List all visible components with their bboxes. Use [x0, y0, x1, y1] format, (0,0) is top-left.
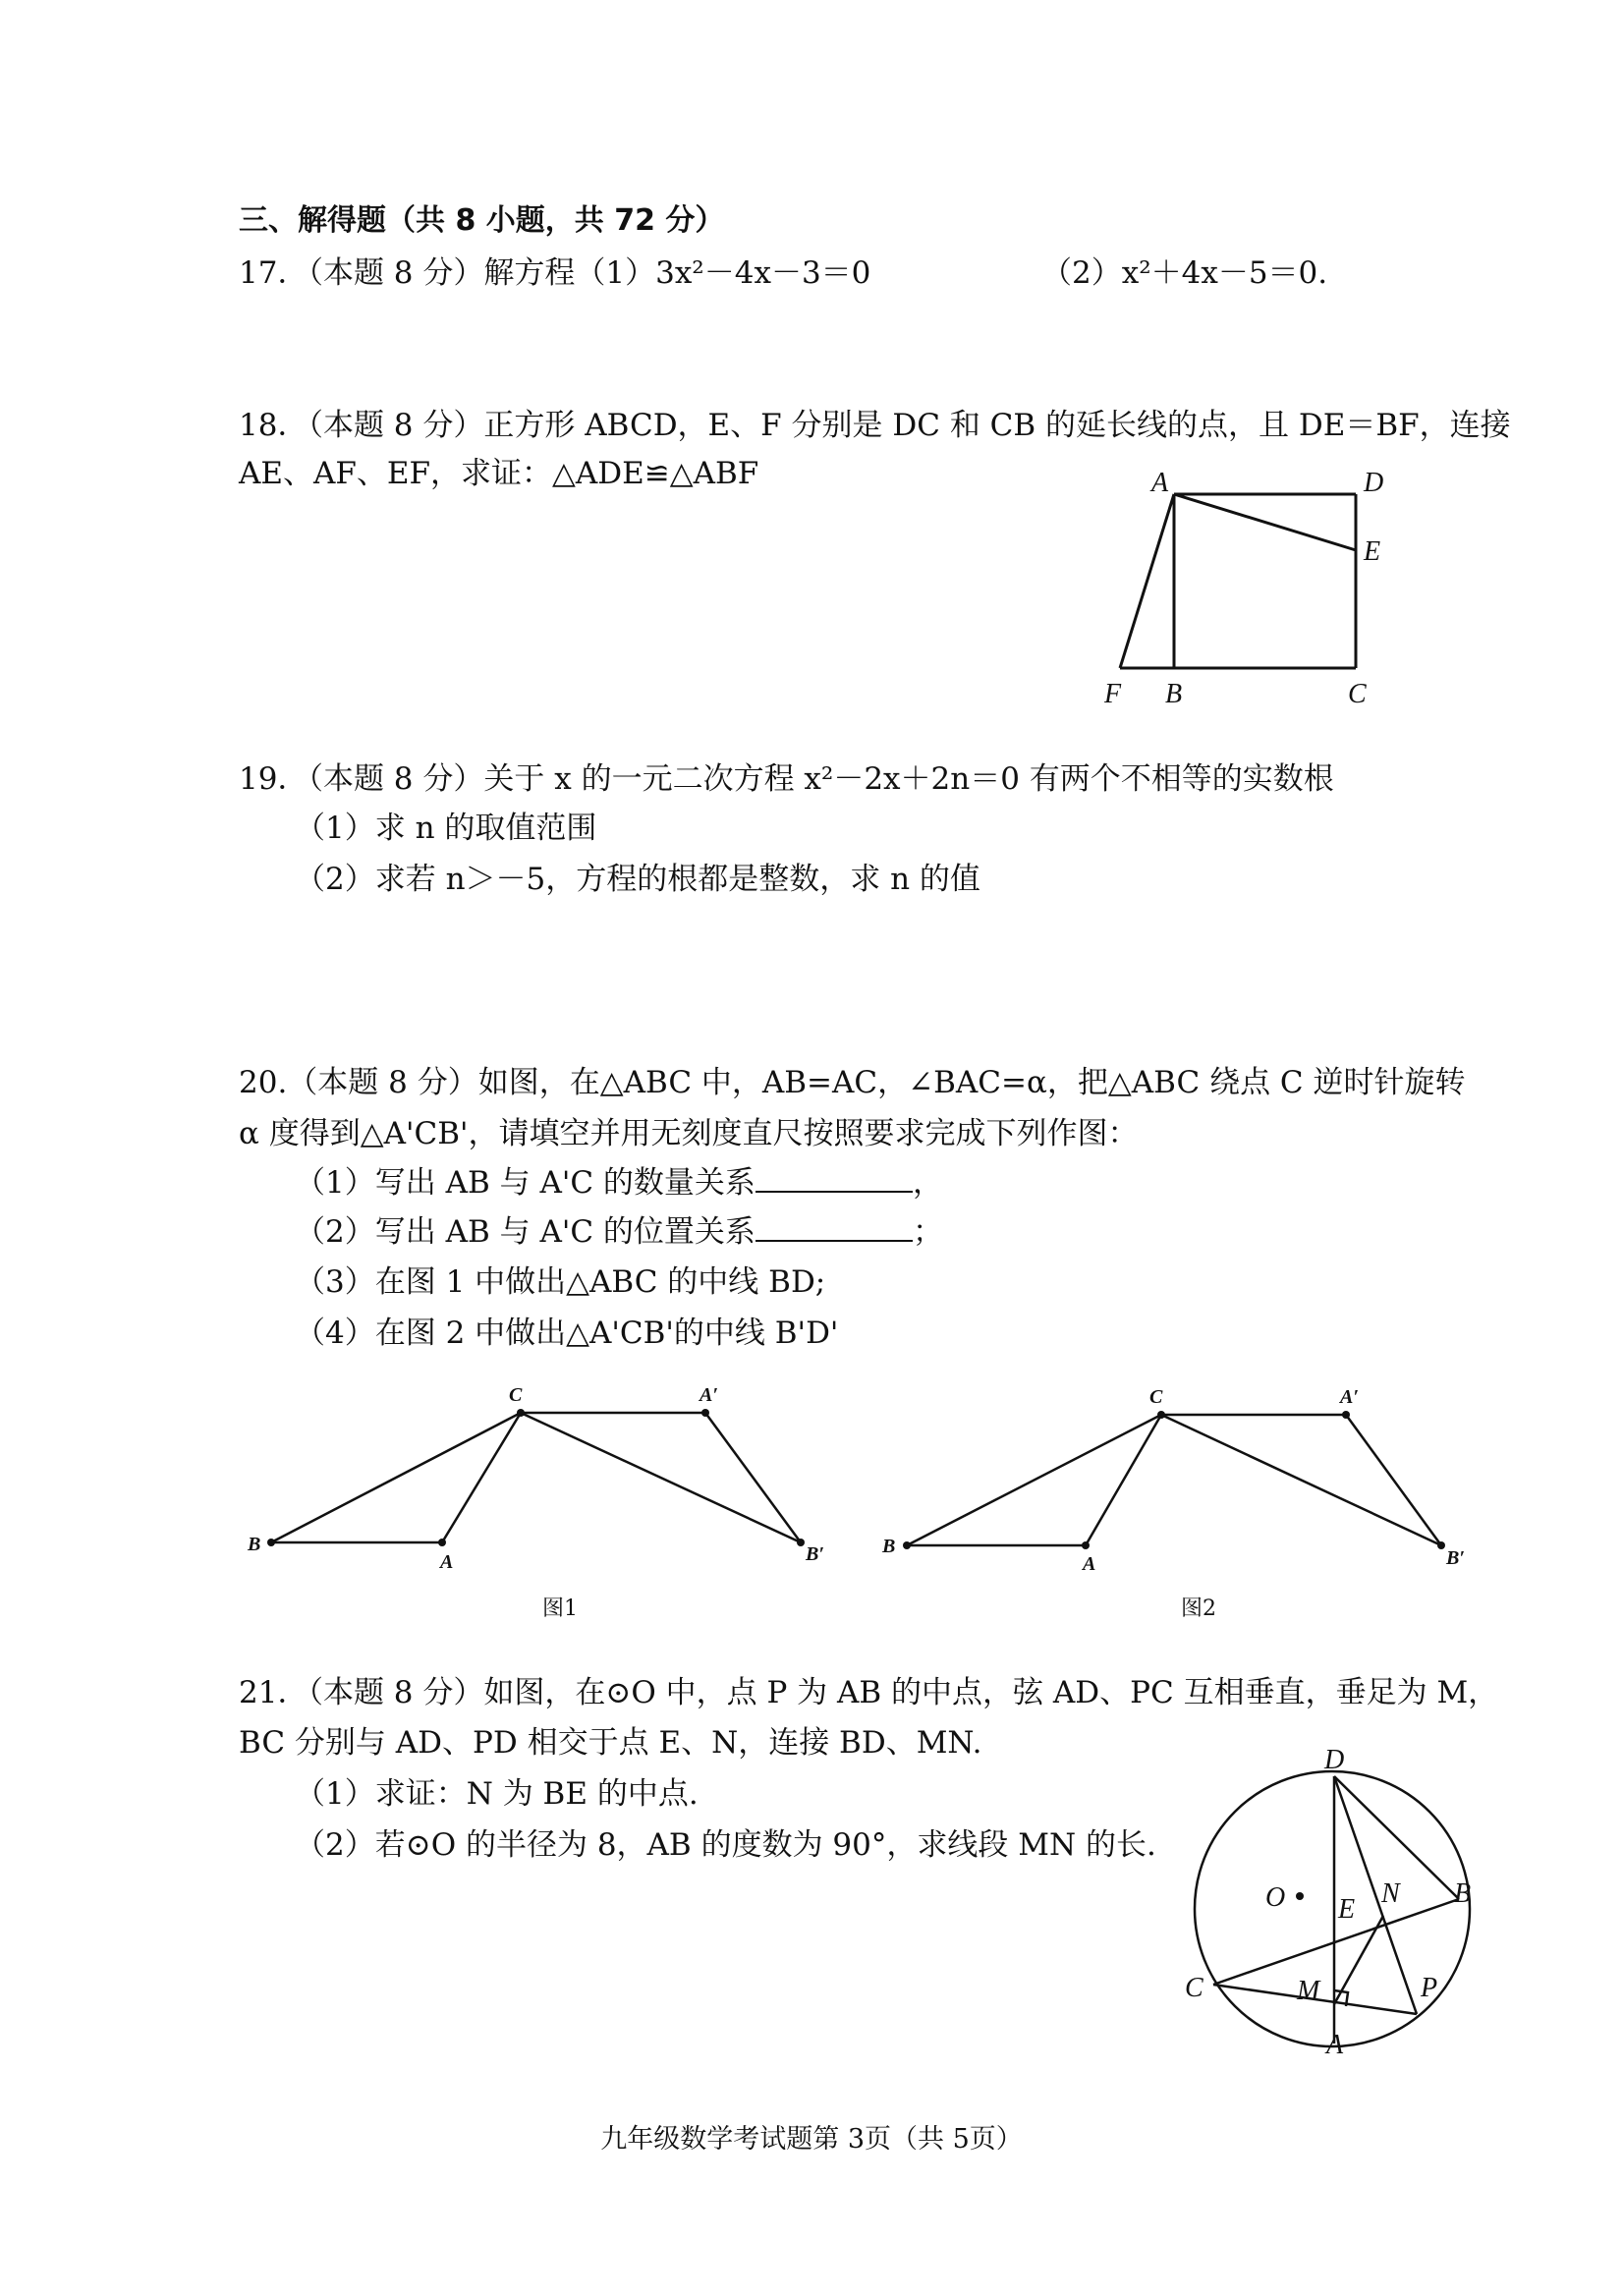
q17-text: 17．（本题 8 分）解方程（1）3x²－4x－3＝0: [239, 255, 871, 291]
fig2-point-b-prime: [1437, 1541, 1445, 1549]
q20-line1: 20.（本题 8 分）如图，在△ABC 中，AB=AC，∠BAC=α，把△ABC 绕点 C 逆时针旋转: [239, 1065, 1466, 1100]
fig2-segment-a2b2: [1346, 1415, 1441, 1545]
q18-label-e: E: [1364, 536, 1381, 567]
q18-segment-af: [1120, 494, 1174, 668]
fig2-segment-cb2: [1161, 1415, 1441, 1545]
fig2-label-a-prime: A′: [1340, 1386, 1359, 1408]
q20-sub2-end: ；: [912, 1214, 943, 1250]
q21-label-b: B: [1454, 1878, 1472, 1909]
q20-line2: α 度得到△A'CB'，请填空并用无刻度直尺按照要求完成下列作图：: [239, 1116, 1139, 1151]
page-footer: 九年级数学考试题第 3页（共 5页）: [600, 2124, 1023, 2155]
q21-line2: BC 分别与 AD、PD 相交于点 E、N，连接 BD、MN.: [239, 1725, 982, 1761]
q18-line2: AE、AF、EF，求证：△ADE≌△ABF: [239, 456, 759, 491]
q21-figure: [1159, 1719, 1493, 2063]
q21-chord-bc: [1213, 1899, 1459, 1985]
q18-segment-ae: [1174, 494, 1356, 550]
q17-part2: （2）x²＋4x－5＝0.: [1041, 255, 1328, 291]
q20-sub2-blank[interactable]: [756, 1212, 913, 1242]
q21-label-d: D: [1324, 1745, 1345, 1775]
fig1-label-a: A: [440, 1551, 454, 1573]
q20-sub2-text: （2）写出 AB 与 A'C 的位置关系: [295, 1214, 756, 1250]
fig1-point-c: [517, 1409, 525, 1417]
q21-label-e: E: [1338, 1894, 1356, 1925]
q18-line1: 18．（本题 8 分）正方形 ABCD，E、F 分别是 DC 和 CB 的延长线的点，且 DE＝BF，连接: [239, 408, 1511, 443]
q20-sub1: [295, 1163, 943, 1203]
q18-label-c: C: [1348, 679, 1367, 709]
fig1-caption: 图1: [542, 1596, 578, 1621]
q21-sub1: （1）求证：N 为 BE 的中点.: [295, 1776, 699, 1812]
q21-label-a: A: [1326, 2030, 1344, 2060]
q21-line1: 21．（本题 8 分）如图，在⊙O 中，点 P 为 AB 的中点，弦 AD、PC 互相垂直，垂足为 M，: [239, 1675, 1499, 1710]
fig1-segment-cb2: [521, 1413, 801, 1542]
q19-sub1: （1）求 n 的取值范围: [295, 811, 597, 846]
q18-figure: [1091, 462, 1415, 717]
fig2-caption: 图2: [1181, 1596, 1216, 1621]
q21-center-point: [1296, 1892, 1304, 1900]
q19-sub2: （2）求若 n＞－5，方程的根都是整数，求 n 的值: [295, 862, 980, 897]
q20-sub2: [295, 1212, 943, 1252]
fig1-label-b-prime: B′: [806, 1543, 824, 1565]
q21-sub2: （2）若⊙O 的半径为 8，AB 的度数为 90°，求线段 MN 的长.: [295, 1827, 1156, 1863]
fig2-point-a-prime: [1342, 1411, 1350, 1419]
q21-label-m: M: [1297, 1976, 1320, 2006]
q20-sub3: （3）在图 1 中做出△ABC 的中线 BD;: [295, 1264, 826, 1300]
fig1-point-a: [438, 1539, 446, 1546]
q19-line1: 19．（本题 8 分）关于 x 的一元二次方程 x²－2x＋2n＝0 有两个不相等的实数根: [239, 761, 1334, 797]
fig1-label-c: C: [509, 1384, 523, 1406]
q21-label-o: O: [1265, 1882, 1286, 1913]
q18-label-f: F: [1104, 679, 1122, 709]
q18-label-b: B: [1165, 679, 1183, 709]
q20-sub1-blank[interactable]: [756, 1163, 913, 1193]
fig1-point-b: [267, 1539, 275, 1546]
fig2-point-c: [1157, 1411, 1165, 1419]
q21-label-n: N: [1381, 1878, 1400, 1909]
fig1-segment-bc: [271, 1413, 521, 1542]
fig2-point-b: [903, 1541, 911, 1549]
q21-label-p: P: [1421, 1973, 1438, 2003]
q21-label-c: C: [1185, 1973, 1203, 2003]
fig1-point-b-prime: [797, 1539, 805, 1546]
fig1-label-a-prime: A′: [700, 1384, 718, 1406]
q18-label-d: D: [1364, 468, 1384, 498]
fig1-point-a-prime: [701, 1409, 709, 1417]
q20-sub1-end: ，: [912, 1165, 943, 1201]
q20-figure-1: [236, 1375, 865, 1582]
fig1-label-b: B: [248, 1534, 261, 1555]
fig2-label-b-prime: B′: [1446, 1547, 1465, 1569]
fig2-label-b: B: [882, 1536, 896, 1557]
q20-figure-2: [874, 1375, 1503, 1582]
fig2-label-c: C: [1149, 1386, 1163, 1408]
fig2-point-a: [1082, 1541, 1090, 1549]
q20-sub1-text: （1）写出 AB 与 A'C 的数量关系: [295, 1165, 756, 1201]
fig2-label-a: A: [1083, 1553, 1096, 1575]
fig1-segment-a2b2: [705, 1413, 801, 1542]
q20-sub4: （4）在图 2 中做出△A'CB'的中线 B'D': [295, 1316, 839, 1351]
section-title: 三、解得题（共 8 小题，共 72 分）: [239, 203, 725, 238]
q18-label-a: A: [1151, 468, 1169, 498]
